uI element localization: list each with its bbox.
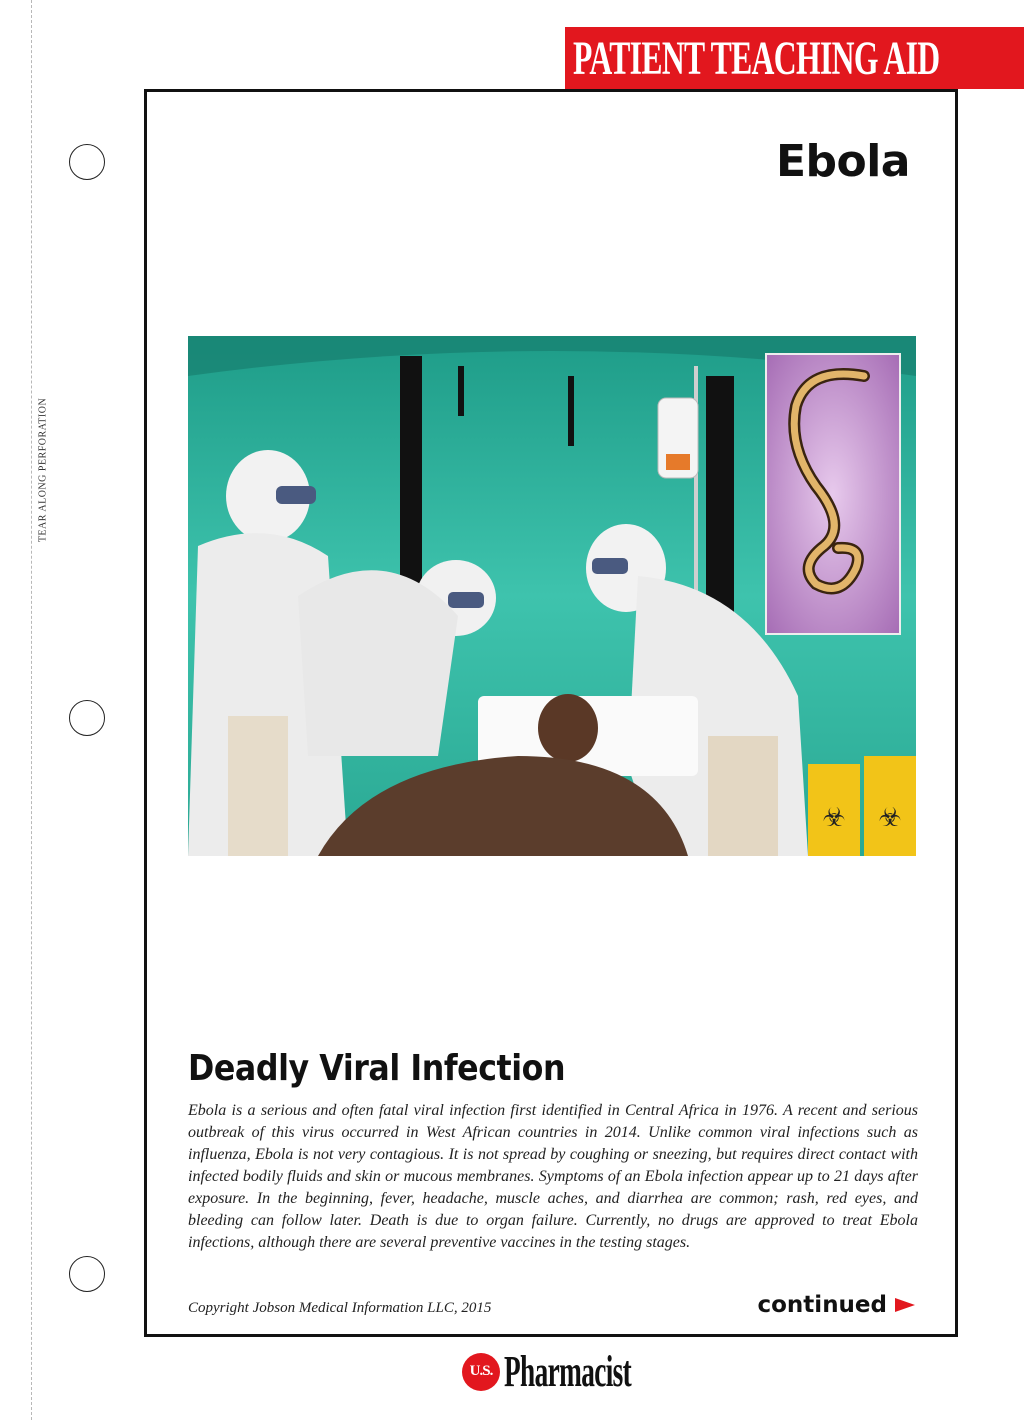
continued-link[interactable]	[758, 1292, 916, 1318]
content-frame	[144, 89, 958, 1337]
punch-hole-top	[69, 144, 105, 180]
continued-label: continued	[757, 1292, 887, 1318]
tear-along-label: TEAR ALONG PERFORATION	[37, 397, 49, 543]
us-pharmacist-logo	[462, 1346, 709, 1397]
punch-hole-middle	[69, 700, 105, 736]
topic-title: Ebola	[775, 136, 910, 187]
banner-label: PATIENT TEACHING AID	[573, 31, 940, 85]
section-heading: Deadly Viral Infection	[188, 1048, 566, 1089]
biohazard-icon: ☣	[822, 803, 846, 833]
perforation-line	[31, 0, 32, 1420]
photo-illustration	[188, 336, 916, 856]
ebola-ward-photo	[188, 336, 916, 856]
arrow-right-icon	[895, 1298, 915, 1312]
punch-hole-bottom	[69, 1256, 105, 1292]
logo-badge: U.S.	[462, 1353, 500, 1391]
biohazard-icon: ☣	[878, 803, 902, 833]
section-body: Ebola is a serious and often fatal viral infection first identified in Central Africa in 1976. A recent and serious outbreak of this virus occurred in West African countries in 2014. Unlike common viral infections such as influenza, Ebola is not very contagious. It is not spread by coughing or sneezing, but requires direct contact with infected bodily fluids and skin or mucous membranes. Symptoms of an Ebola infection appear up to 21 days after exposure. In the beginning, fever, headache, muscle aches, and diarrhea are common; rash, red eyes, and bleeding can follow later. Death is due to organ failure. Currently, no drugs are approved to treat Ebola infections, although there are several preventive vaccines in the testing stages.	[188, 1102, 918, 1251]
logo-wordmark: Pharmacist	[504, 1347, 632, 1396]
patient-head	[538, 694, 598, 762]
teaching-aid-banner	[565, 27, 1024, 89]
copyright-notice: Copyright Jobson Medical Information LLC, 2015	[188, 1300, 492, 1316]
